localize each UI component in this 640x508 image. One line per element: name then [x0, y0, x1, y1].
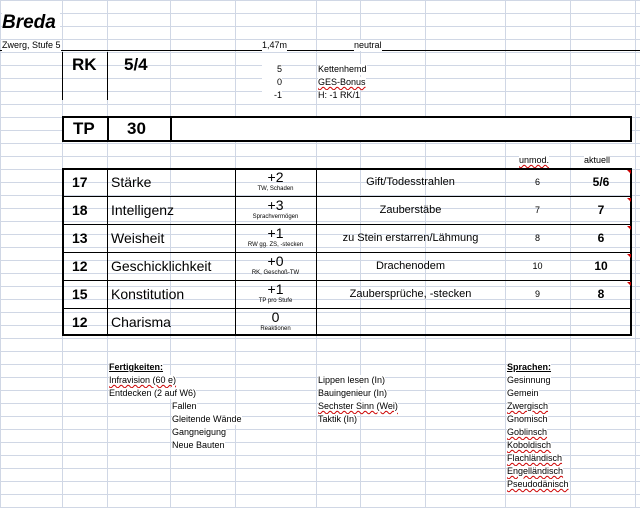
attribute-modifier: 0: [271, 309, 280, 325]
character-height: 1,47m: [262, 40, 288, 50]
language-item: Flachländisch: [507, 453, 563, 463]
attribute-name: Intelligenz: [111, 202, 175, 218]
skill-item: Taktik (In): [318, 414, 358, 424]
tp-label: TP: [73, 119, 95, 138]
rk-mod-label: Kettenhemd: [318, 64, 367, 74]
attribute-score: 17: [72, 174, 88, 190]
attribute-score: 18: [72, 202, 88, 218]
character-subtitle: Zwerg, Stufe 5: [2, 40, 61, 50]
skill-sub-item: Gleitende Wände: [172, 414, 242, 424]
grid-col: [635, 0, 636, 508]
saving-throw-unmod: 10: [532, 261, 543, 271]
attribute-name: Charisma: [111, 314, 171, 330]
skill-sub-item: Neue Bauten: [172, 440, 225, 450]
saving-throw-current: 5/6: [592, 175, 610, 189]
language-item: Gesinnung: [507, 375, 551, 385]
saves-header-unmod: unmod.: [519, 155, 550, 165]
attribute-row-separator: [62, 280, 632, 281]
language-item: Gnomisch: [507, 414, 548, 424]
skill-sub-item: Fallen: [172, 401, 197, 411]
rk-mod-value: 0: [262, 77, 282, 88]
attribute-score: 13: [72, 230, 88, 246]
attribute-row-separator: [62, 252, 632, 253]
comment-indicator-icon[interactable]: [627, 226, 631, 230]
attribute-modifier: +2: [267, 169, 284, 185]
skill-item: Entdecken (2 auf W6): [109, 388, 197, 398]
saving-throw-unmod: 9: [534, 289, 540, 299]
comment-indicator-icon[interactable]: [627, 254, 631, 258]
language-item: Goblinsch: [507, 427, 548, 437]
rk-mod-label: GES-Bonus: [318, 77, 366, 87]
comment-indicator-icon[interactable]: [627, 282, 631, 286]
language-item: Pseudodänisch: [507, 479, 569, 489]
skill-item: Sechster Sinn (Wei): [318, 401, 398, 411]
attribute-modifier-note: Sprachvermögen: [252, 214, 299, 220]
attribute-modifier-note: RK, Geschoß-TW: [251, 270, 300, 276]
character-alignment: neutral: [354, 40, 382, 50]
rk-value: 5/4: [124, 55, 148, 74]
saving-throw-unmod: 6: [534, 177, 540, 187]
attribute-name: Konstitution: [111, 286, 185, 302]
language-item: Koboldisch: [507, 440, 552, 450]
attribute-row-separator: [62, 224, 632, 225]
language-item: Zwergisch: [507, 401, 549, 411]
attribute-name: Stärke: [111, 174, 152, 190]
skill-item: Infravision (60 e): [109, 375, 177, 385]
header-rule: [0, 50, 640, 51]
tp-box: [62, 116, 632, 142]
saving-throw-current: 10: [594, 259, 608, 273]
tp-divider: [170, 116, 172, 142]
attribute-modifier: +1: [267, 281, 284, 297]
attribute-modifier: +1: [267, 225, 284, 241]
attribute-modifier-note: Reaktionen: [260, 326, 291, 332]
rk-border-mid: [107, 52, 108, 100]
character-name: Breda: [2, 12, 60, 34]
language-item: Engelländisch: [507, 466, 564, 476]
rk-border-left: [62, 52, 63, 100]
attribute-name: Geschicklichkeit: [111, 258, 212, 274]
attribute-col-divider: [316, 168, 317, 336]
saving-throw-name: zu Stein erstarren/Lähmung: [342, 232, 479, 244]
comment-indicator-icon[interactable]: [627, 170, 631, 174]
saving-throw-current: 6: [597, 231, 605, 245]
attribute-modifier-note: RW gg. ZS, -stecken: [247, 242, 304, 248]
languages-title: Sprachen:: [507, 362, 552, 372]
attribute-score: 12: [72, 314, 88, 330]
saving-throw-unmod: 8: [534, 233, 540, 243]
skill-item: Lippen lesen (In): [318, 375, 386, 385]
language-item: Gemein: [507, 388, 539, 398]
saving-throw-current: 7: [597, 203, 605, 217]
rk-mod-value: 5: [262, 64, 282, 75]
saving-throw-name: Zauberstäbe: [379, 204, 442, 216]
comment-indicator-icon[interactable]: [627, 198, 631, 202]
attribute-col-divider: [107, 168, 108, 336]
saves-header-current: aktuell: [584, 155, 611, 165]
attribute-score: 15: [72, 286, 88, 302]
saving-throw-current: 8: [597, 287, 605, 301]
saving-throw-unmod: 7: [534, 205, 540, 215]
rk-mod-label: H: -1 RK/1: [318, 90, 361, 100]
tp-divider: [107, 116, 109, 142]
attribute-row-separator: [62, 308, 632, 309]
attribute-modifier-note: TP pro Stufe: [258, 298, 293, 304]
skills-title: Fertigkeiten:: [109, 362, 164, 372]
tp-value: 30: [127, 119, 146, 138]
saving-throw-name: Zaubersprüche, -stecken: [349, 288, 472, 300]
rk-label: RK: [72, 55, 97, 74]
saving-throw-name: Drachenodem: [375, 260, 446, 272]
saving-throw-name: Gift/Todesstrahlen: [366, 176, 455, 188]
attribute-modifier: +0: [267, 253, 284, 269]
attribute-row-separator: [62, 196, 632, 197]
attribute-col-divider: [235, 168, 236, 336]
skill-sub-item: Gangneigung: [172, 427, 227, 437]
attribute-modifier: +3: [267, 197, 284, 213]
attribute-name: Weisheit: [111, 230, 165, 246]
attribute-modifier-note: TW, Schaden: [257, 186, 294, 192]
attribute-score: 12: [72, 258, 88, 274]
skill-item: Bauingenieur (In): [318, 388, 388, 398]
rk-mod-value: -1: [262, 90, 282, 101]
